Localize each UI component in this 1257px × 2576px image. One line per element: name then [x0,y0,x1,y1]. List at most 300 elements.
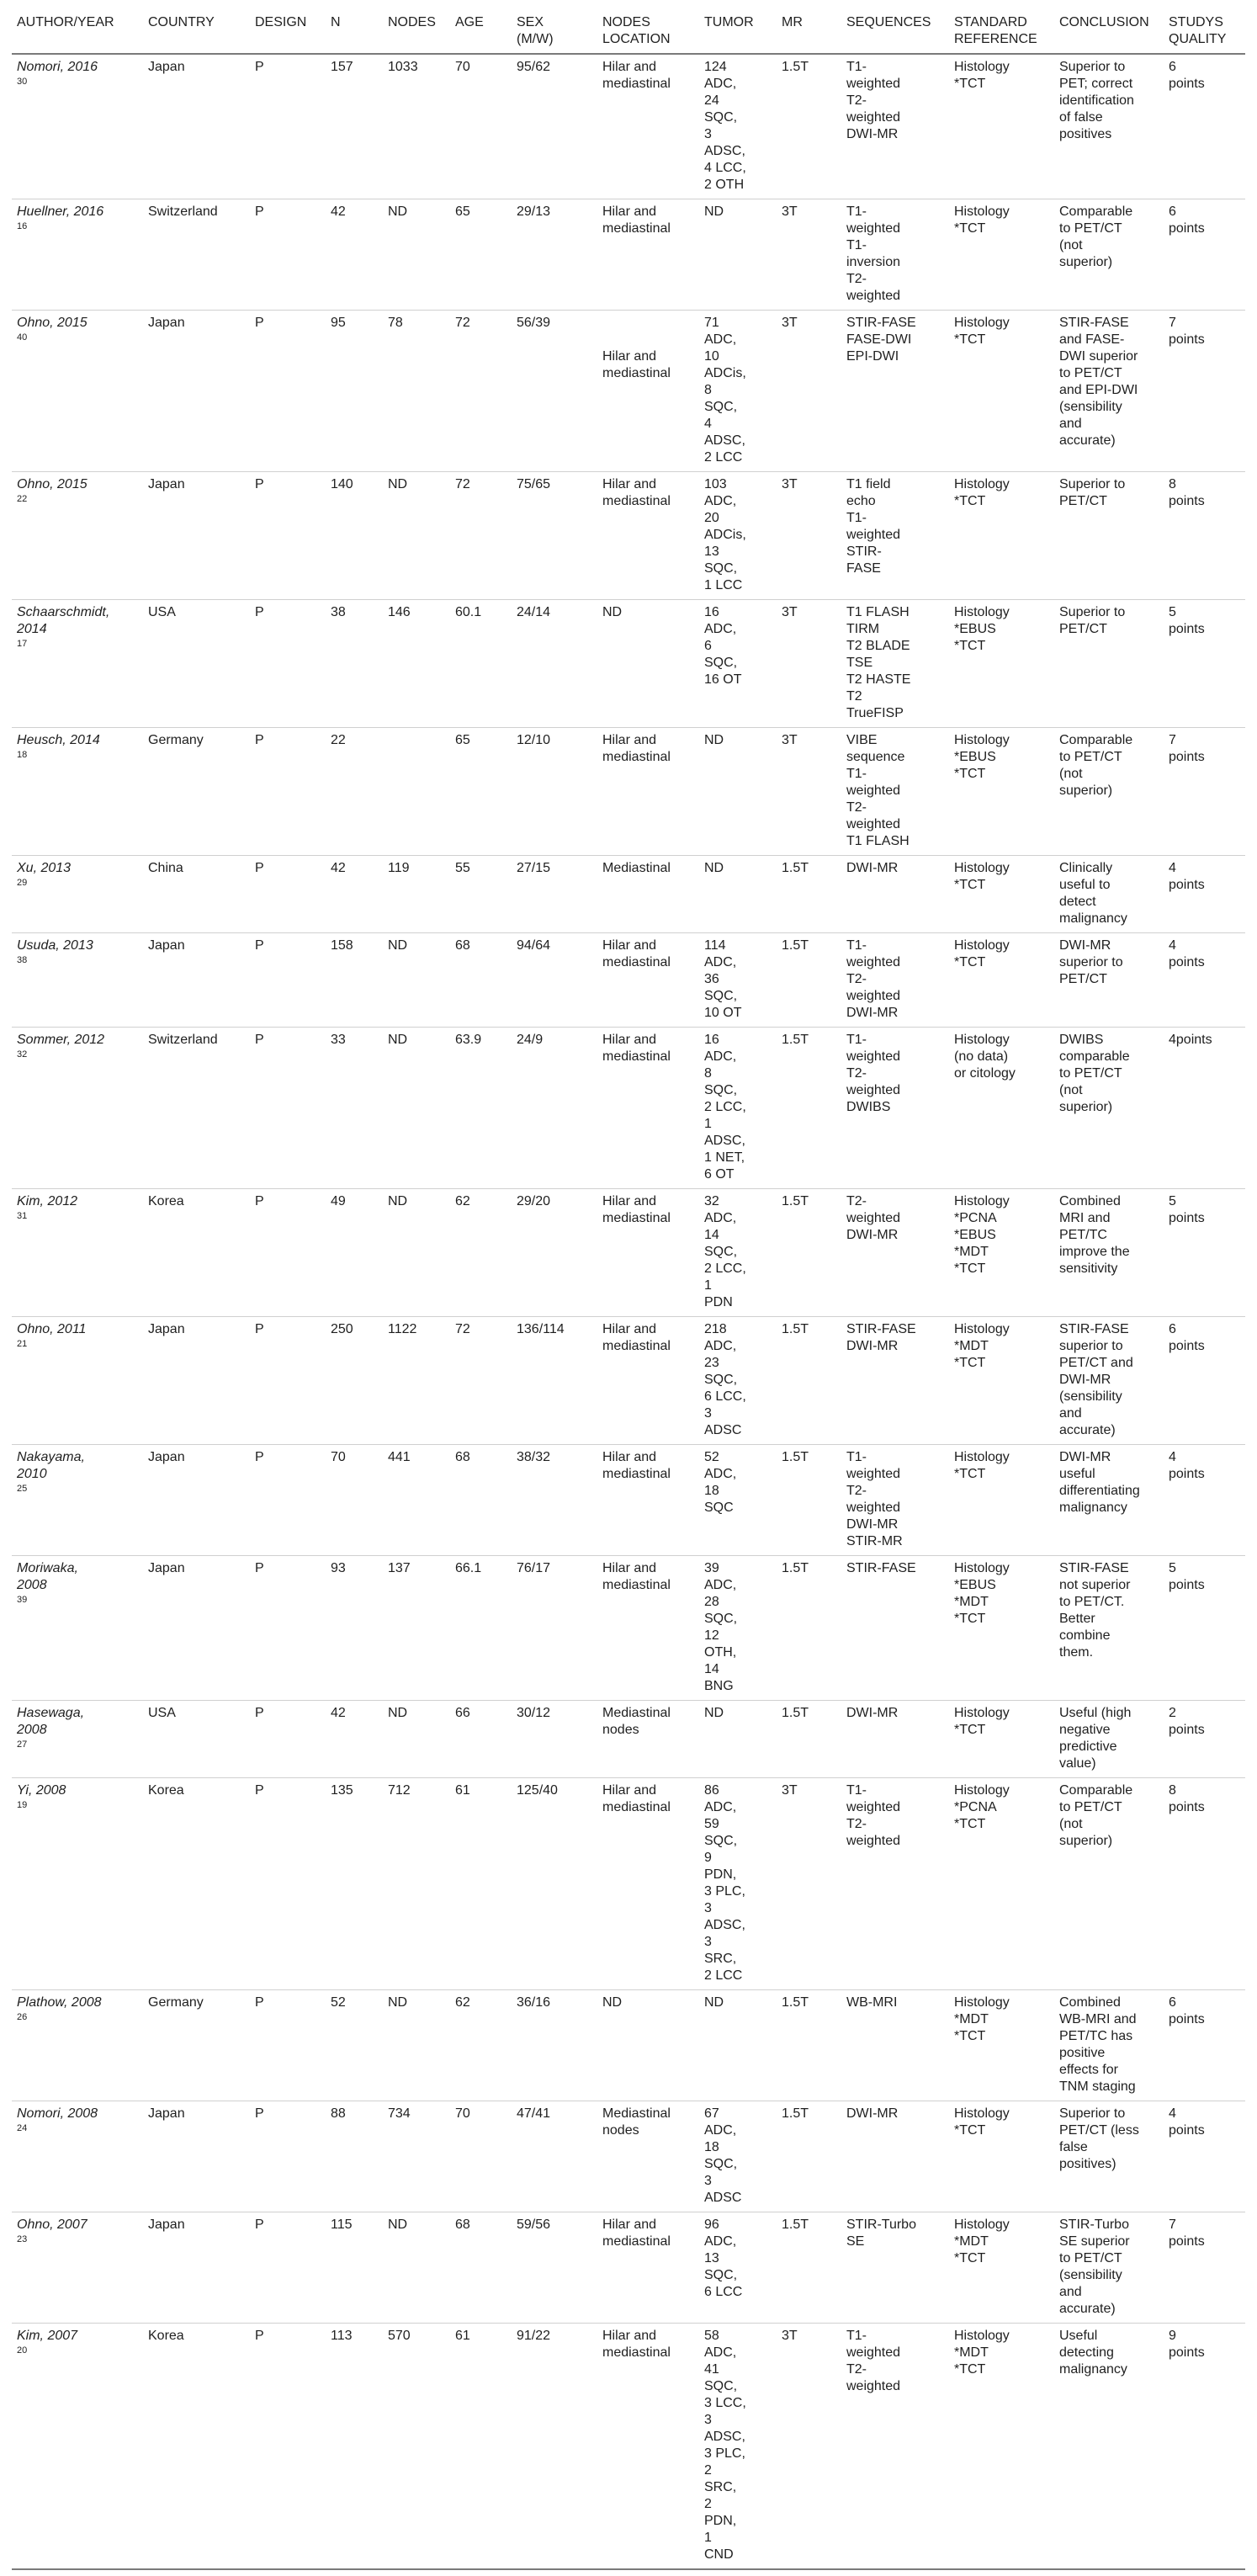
sequences-cell-line: weighted [846,1500,901,1515]
standard-reference-cell-line: *TCT [954,1612,986,1626]
tumor-cell-line: ADC, [704,494,737,508]
standard-reference-cell [949,1028,1054,1189]
design-cell: P [250,1317,326,1445]
sequences-cell-line: weighted [846,1834,901,1848]
mr-cell: 1.5T [777,1556,841,1701]
reference-number: 26 [17,2012,28,2022]
standard-reference-cell-line: Histology [954,733,1010,747]
tumor-cell-line: ADC, [704,1049,737,1064]
tumor-cell-line: ND [704,1995,724,2010]
conclusion-cell-line: STIR-FASE [1059,1322,1129,1336]
standard-reference-cell [949,54,1054,199]
nodes-location-cell [597,2212,699,2324]
tumor-cell-line: ADC, [704,1578,737,1592]
tumor-cell-line: 6 OT [704,1167,735,1182]
tumor-cell-line: ND [704,861,724,875]
tumor-cell-line: 16 [704,1033,719,1047]
sequences-cell-line: T2- [846,272,867,286]
tumor-cell-line: SQC, [704,110,738,125]
nodes-location-cell-line: Hilar and [602,1783,657,1798]
tumor-cell-line: 2 [704,2497,712,2511]
conclusion-cell-line: accurate) [1059,1423,1116,1437]
tumor-cell-line: 32 [704,1194,719,1208]
conclusion-cell-line: WB-MRI and [1059,2012,1137,2026]
standard-reference-cell [949,1778,1054,1990]
tumor-cell-line: 1 [704,1117,712,1131]
sex-cell: 27/15 [512,856,597,933]
study-quality-cell [1164,54,1245,199]
column-header [1164,0,1245,54]
standard-reference-cell-line: *TCT [954,2029,986,2043]
standard-reference-cell [949,1701,1054,1778]
sequences-cell-line: T1- [846,511,867,525]
mr-cell: 3T [777,728,841,856]
sex-cell: 24/9 [512,1028,597,1189]
conclusion-cell-line: STIR-FASE [1059,316,1129,330]
tumor-cell-line: 14 [704,1228,719,1242]
standard-reference-cell [949,1445,1054,1556]
conclusion-cell-line: them. [1059,1645,1094,1660]
conclusion-cell-line: detecting [1059,2345,1114,2360]
conclusion-cell [1054,2101,1164,2212]
study-quality-cell [1164,1317,1245,1445]
tumor-cell-line: 6 LCC [704,2285,743,2299]
conclusion-cell [1054,1990,1164,2101]
table-row [12,728,1245,856]
sequences-cell [841,54,949,199]
mr-cell: 1.5T [777,1990,841,2101]
conclusion-cell-line: (sensibility [1059,1389,1122,1404]
tumor-cell [699,1701,777,1778]
standard-reference-cell-line: *TCT [954,2123,986,2138]
conclusion-cell [1054,728,1164,856]
conclusion-cell-line: superior to [1059,1339,1123,1353]
n-cell: 93 [326,1556,383,1701]
design-cell: P [250,1701,326,1778]
nodes-location-cell [597,1990,699,2101]
sequences-cell-line: TrueFISP [846,706,904,720]
nodes-cell: 78 [383,311,450,472]
tumor-cell [699,2101,777,2212]
standard-reference-cell-line: *TCT [954,2362,986,2377]
country-cell: Japan [143,1445,250,1556]
conclusion-cell-line: (not [1059,1083,1083,1097]
sequences-cell-line: echo [846,494,876,508]
sequences-cell-line: T2- [846,1484,867,1498]
sequences-cell [841,2101,949,2212]
study-quality-cell-line: 4 [1169,2106,1176,2121]
studies-table-container [12,0,1245,2570]
reference-number: 38 [17,955,28,965]
tumor-cell-line: 124 [704,60,727,74]
nodes-cell: 441 [383,1445,450,1556]
study-quality-cell-line: 5 [1169,605,1176,619]
study-quality-cell-line: points [1169,878,1205,892]
n-cell: 115 [326,2212,383,2324]
author-year: Ohno, 2007 [17,2217,88,2232]
nodes-location-cell-line: nodes [602,2123,639,2138]
age-cell: 66 [450,1701,512,1778]
standard-reference-cell [949,2324,1054,2570]
sex-cell: 91/22 [512,2324,597,2570]
tumor-cell-line: 2 LCC, [704,1100,746,1114]
column-header-line: STUDYS [1169,15,1223,29]
nodes-location-cell-line: ND [602,1995,623,2010]
author-year-cell [12,2212,143,2324]
conclusion-cell-line: to PET/CT [1059,366,1122,380]
conclusion-cell-line: not superior [1059,1578,1131,1592]
tumor-cell-line: 2 LCC [704,1968,743,1983]
sequences-cell-line: inversion [846,255,901,269]
nodes-cell: 1122 [383,1317,450,1445]
standard-reference-cell-line: *PCNA [954,1800,997,1814]
tumor-cell-line: 13 [704,544,719,559]
author-year: Plathow, 2008 [17,1995,102,2010]
study-quality-cell-line: points [1169,1211,1205,1225]
author-year-cell [12,1701,143,1778]
standard-reference-cell-line: *EBUS [954,750,996,764]
nodes-location-cell-line: Hilar and [602,2217,657,2232]
author-year-cell [12,1189,143,1317]
country-cell: China [143,856,250,933]
standard-reference-cell [949,2212,1054,2324]
study-quality-cell-line: 6 [1169,60,1176,74]
sex-cell: 47/41 [512,2101,597,2212]
study-quality-cell-line: points [1169,77,1205,91]
nodes-location-cell-line: mediastinal [602,1049,671,1064]
conclusion-cell-line: (not [1059,238,1083,252]
conclusion-cell [1054,54,1164,199]
nodes-location-cell [597,2101,699,2212]
sequences-cell-line: DWI-MR [846,1517,899,1532]
country-cell: Germany [143,728,250,856]
n-cell: 42 [326,1701,383,1778]
reference-number: 16 [17,221,28,231]
study-quality-cell-line: points [1169,1723,1205,1737]
tumor-cell-line: ADSC, [704,144,745,158]
conclusion-cell-line: to PET/CT. [1059,1595,1125,1609]
author-year-cell [12,856,143,933]
tumor-cell-line: 16 [704,605,719,619]
conclusion-cell [1054,472,1164,600]
tumor-cell [699,199,777,311]
tumor-cell-line: 8 [704,383,712,397]
design-cell: P [250,1990,326,2101]
tumor-cell-line: PDN, [704,2514,737,2528]
sequences-cell-line: SE [846,2234,865,2249]
reference-number: 40 [17,332,28,343]
nodes-location-cell [597,1556,699,1701]
conclusion-cell [1054,1317,1164,1445]
author-year: Kim, 2012 [17,1194,78,1208]
sequences-cell-line: weighted [846,528,901,542]
nodes-location-cell-line: mediastinal [602,221,671,236]
tumor-cell-line: SQC, [704,400,738,414]
sequences-cell-line: DWI-MR [846,1706,899,1720]
table-row [12,600,1245,728]
standard-reference-cell [949,728,1054,856]
sequences-cell-line: T2- [846,1817,867,1831]
study-quality-cell-line: 6 [1169,1995,1176,2010]
nodes-cell: ND [383,933,450,1028]
conclusion-cell-line: (not [1059,767,1083,781]
study-quality-cell [1164,472,1245,600]
standard-reference-cell-line: (no data) [954,1049,1009,1064]
sequences-cell-line: STIR-FASE [846,316,916,330]
conclusion-cell-line: differentiating [1059,1484,1140,1498]
tumor-cell [699,728,777,856]
nodes-location-cell-line: ND [602,605,623,619]
study-quality-cell [1164,1028,1245,1189]
author-year: Ohno, 2011 [17,1322,87,1336]
sequences-cell [841,2324,949,2570]
tumor-cell [699,600,777,728]
study-quality-cell-line: points [1169,221,1205,236]
sequences-cell-line: EPI-DWI [846,349,899,364]
tumor-cell-line: 3 [704,127,712,141]
standard-reference-cell-line: *TCT [954,767,986,781]
sequences-cell-line: TIRM [846,622,880,636]
standard-reference-cell-line: Histology [954,1194,1010,1208]
study-quality-cell-line: points [1169,2234,1205,2249]
conclusion-cell-line: detect [1059,895,1096,909]
nodes-cell: 570 [383,2324,450,2570]
nodes-location-cell [597,1189,699,1317]
sequences-cell-line: STIR-MR [846,1534,903,1548]
country-cell: Japan [143,1556,250,1701]
tumor-cell-line: ADC, [704,77,737,91]
sequences-cell-line: T1- [846,938,867,953]
column-header [383,0,450,54]
conclusion-cell-line: Useful [1059,2329,1098,2343]
nodes-location-cell [597,472,699,600]
nodes-location-cell [597,199,699,311]
sequences-cell [841,600,949,728]
nodes-location-cell-line: mediastinal [602,1211,671,1225]
tumor-cell-line: 18 [704,1484,719,1498]
sequences-cell-line: weighted [846,989,901,1003]
author-year: Usuda, 2013 [17,938,93,953]
conclusion-cell-line: and [1059,2285,1082,2299]
tumor-cell [699,1778,777,1990]
sequences-cell-line: T2- [846,1066,867,1081]
standard-reference-cell-line: *MDT [954,2234,989,2249]
conclusion-cell-line: Clinically [1059,861,1113,875]
conclusion-cell-line: to PET/CT [1059,1066,1122,1081]
design-cell: P [250,600,326,728]
reference-number: 18 [17,750,28,760]
author-year-cell [12,728,143,856]
nodes-cell: 1033 [383,54,450,199]
standard-reference-cell-line: Histology [954,2329,1010,2343]
tumor-cell-line: 8 [704,1066,712,1081]
country-cell: Germany [143,1990,250,2101]
nodes-location-cell [597,1778,699,1990]
tumor-cell [699,54,777,199]
design-cell: P [250,1445,326,1556]
sex-cell: 30/12 [512,1701,597,1778]
conclusion-cell-line: STIR-FASE [1059,1561,1129,1575]
conclusion-cell-line: superior) [1059,255,1113,269]
tumor-cell-line: ADC, [704,2123,737,2138]
standard-reference-cell-line: *TCT [954,1723,986,1737]
sequences-cell-line: weighted [846,110,901,125]
author-year-cell [12,2101,143,2212]
n-cell: 157 [326,54,383,199]
sex-cell: 56/39 [512,311,597,472]
sequences-cell-line: STIR- [846,544,882,559]
age-cell: 63.9 [450,1028,512,1189]
nodes-location-cell-line: Hilar and [602,1322,657,1336]
reference-number: 29 [17,878,28,888]
sequences-cell-line: weighted [846,955,901,969]
conclusion-cell-line: to PET/CT [1059,750,1122,764]
conclusion-cell-line: to PET/CT [1059,221,1122,236]
tumor-cell [699,1189,777,1317]
nodes-location-cell-line: mediastinal [602,2345,671,2360]
tumor-cell-line: 3 PLC, [704,2446,745,2461]
tumor-cell-line: 2 [704,2463,712,2478]
author-year-cell [12,600,143,728]
author-year-cell [12,933,143,1028]
n-cell: 135 [326,1778,383,1990]
tumor-cell-line: ND [704,204,724,219]
sequences-cell-line: T1 FLASH [846,605,910,619]
conclusion-cell-line: and EPI-DWI [1059,383,1138,397]
nodes-location-cell [597,856,699,933]
author-year: Ohno, 2015 [17,477,88,491]
nodes-location-cell-line: mediastinal [602,494,671,508]
column-header-line: QUALITY [1169,32,1227,46]
nodes-location-cell-line: Mediastinal [602,861,671,875]
age-cell: 68 [450,1445,512,1556]
design-cell: P [250,1028,326,1189]
study-quality-cell [1164,1990,1245,2101]
mr-cell: 1.5T [777,933,841,1028]
conclusion-cell-line: and [1059,1406,1082,1421]
standard-reference-cell-line: *TCT [954,77,986,91]
author-year-cell [12,472,143,600]
study-quality-cell-line: points [1169,2123,1205,2138]
standard-reference-cell-line: Histology [954,204,1010,219]
study-quality-cell-line: points [1169,750,1205,764]
tumor-cell [699,2212,777,2324]
author-year-cell [12,311,143,472]
tumor-cell-line: 3 [704,1406,712,1421]
column-header [450,0,512,54]
nodes-location-cell-line: mediastinal [602,2234,671,2249]
standard-reference-cell-line: Histology [954,1561,1010,1575]
sequences-cell-line: TSE [846,656,873,670]
sequences-cell [841,1990,949,2101]
age-cell: 68 [450,933,512,1028]
design-cell: P [250,2212,326,2324]
nodes-location-cell [597,311,699,472]
sequences-cell [841,728,949,856]
conclusion-cell-line: to PET/CT [1059,1800,1122,1814]
sex-cell: 136/114 [512,1317,597,1445]
tumor-cell-line: 13 [704,2251,719,2265]
tumor-cell-line: 3 [704,1901,712,1915]
mr-cell: 3T [777,311,841,472]
country-cell: Japan [143,311,250,472]
nodes-cell: 712 [383,1778,450,1990]
nodes-location-cell-line: Hilar and [602,1033,657,1047]
conclusion-cell-line: TNM staging [1059,2079,1136,2094]
conclusion-cell-line: PET; correct [1059,77,1133,91]
conclusion-cell [1054,1028,1164,1189]
study-quality-cell-line: points [1169,494,1205,508]
tumor-cell-line: 3 [704,2413,712,2427]
study-quality-cell-line: 8 [1169,1783,1176,1798]
conclusion-cell-line: DWI-MR [1059,1450,1111,1464]
conclusion-cell [1054,2212,1164,2324]
design-cell: P [250,54,326,199]
study-quality-cell [1164,2324,1245,2570]
standard-reference-cell [949,600,1054,728]
conclusion-cell-line: malignancy [1059,2362,1127,2377]
standard-reference-cell-line: *TCT [954,1817,986,1831]
sequences-cell-line: DWIBS [846,1100,891,1114]
sequences-cell [841,1701,949,1778]
sequences-cell-line: STIR-FASE [846,1561,916,1575]
mr-cell: 3T [777,600,841,728]
column-header [12,0,143,54]
country-cell: Switzerland [143,199,250,311]
tumor-cell-line: ND [704,733,724,747]
sequences-cell-line: T1- [846,767,867,781]
conclusion-cell-line: useful to [1059,878,1111,892]
sex-cell: 29/13 [512,199,597,311]
sequences-cell-line: T2- [846,972,867,986]
nodes-cell [383,728,450,856]
conclusion-cell-line: false [1059,2140,1088,2154]
study-quality-cell-line: 2 [1169,1706,1176,1720]
table-body [12,54,1245,2569]
age-cell: 72 [450,311,512,472]
conclusion-cell-line: Comparable [1059,733,1133,747]
sequences-cell-line: weighted [846,1049,901,1064]
sequences-cell-line: weighted [846,1211,901,1225]
sequences-cell-line: T1- [846,238,867,252]
reference-number: 25 [17,1484,28,1494]
sequences-cell-line: DWI-MR [846,2106,899,2121]
tumor-cell-line: 86 [704,1783,719,1798]
sequences-cell [841,1778,949,1990]
study-quality-cell-line: 7 [1169,2217,1176,2232]
conclusion-cell-line: malignancy [1059,1500,1127,1515]
study-quality-cell-line: points [1169,1339,1205,1353]
country-cell: USA [143,600,250,728]
conclusion-cell-line: superior to [1059,955,1123,969]
nodes-location-cell-line: Hilar and [602,1450,657,1464]
mr-cell: 1.5T [777,1189,841,1317]
nodes-location-cell-line: mediastinal [602,77,671,91]
study-quality-cell-line: 8 [1169,477,1176,491]
table-row [12,933,1245,1028]
sex-cell: 125/40 [512,1778,597,1990]
standard-reference-cell [949,2101,1054,2212]
nodes-location-cell [597,1317,699,1445]
tumor-cell-line: 71 [704,316,719,330]
conclusion-cell-line: predictive [1059,1739,1117,1754]
tumor-cell [699,1990,777,2101]
n-cell: 38 [326,600,383,728]
conclusion-cell-line: positive [1059,2046,1106,2060]
standard-reference-cell-line: *TCT [954,332,986,347]
design-cell: P [250,2324,326,2570]
nodes-location-cell-line [602,315,694,332]
